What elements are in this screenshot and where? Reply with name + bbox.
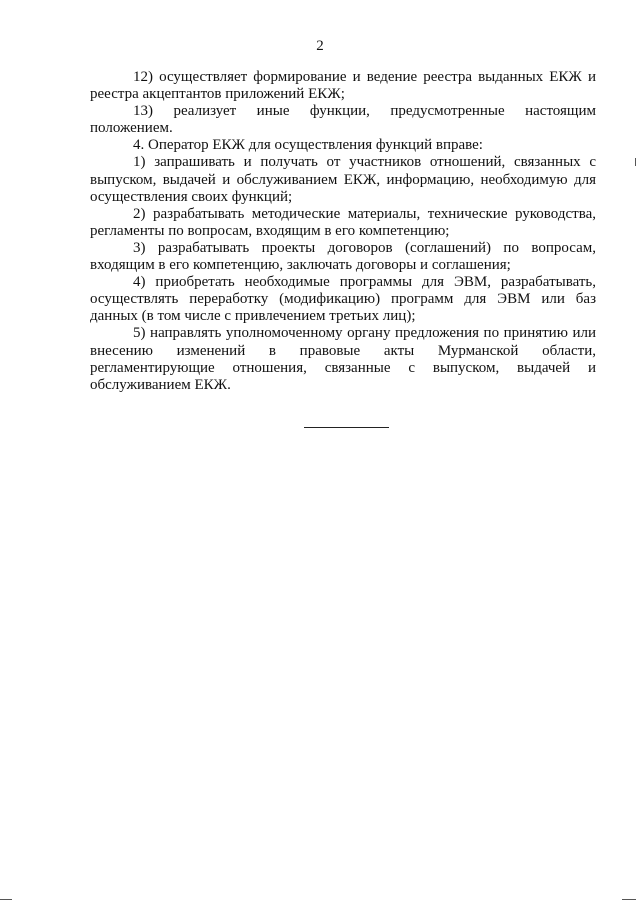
paragraph-right-5: 5) направлять уполномоченному органу предложения по принятию или внесению изменений в правовые акты Мурманской области, регламентирующие отношения, связанные с выпуском, выдачей и обслуживанием ЕКЖ. [90, 325, 596, 393]
scan-corner-mark-right [622, 899, 636, 900]
paragraph-item-12: 12) осуществляет формирование и ведение реестра выданных ЕКЖ и реестра акцептантов приложений ЕКЖ; [90, 69, 596, 103]
scan-margin-mark [635, 158, 636, 166]
document-body [90, 69, 596, 394]
paragraph-right-2: 2) разрабатывать методические материалы, технические руководства, регламенты по вопросам, входящим в его компетенцию; [90, 205, 596, 239]
page-number: 2 [316, 38, 324, 54]
paragraph-right-3: 3) разрабатывать проекты договоров (соглашений) по вопросам, входящим в его компетенцию, заключать договоры и соглашения; [90, 239, 596, 274]
paragraph-right-1: 1) запрашивать и получать от участников отношений, связанных с выпуском, выдачей и обслуживанием ЕКЖ, информацию, необходимую для осуществления своих функций; [90, 154, 596, 205]
scan-corner-mark-left [0, 899, 12, 900]
end-divider-line [304, 427, 389, 428]
section-heading-4: 4. Оператор ЕКЖ для осуществления функций вправе: [133, 137, 483, 154]
paragraph-right-4: 4) приобретать необходимые программы для ЭВМ, разрабатывать, осуществлять переработку (модификацию) программ для ЭВМ или баз данных (в том числе с привлечением третьих лиц); [90, 274, 596, 325]
paragraph-item-13: 13) реализует иные функции, предусмотренные настоящим положением. [90, 103, 596, 137]
